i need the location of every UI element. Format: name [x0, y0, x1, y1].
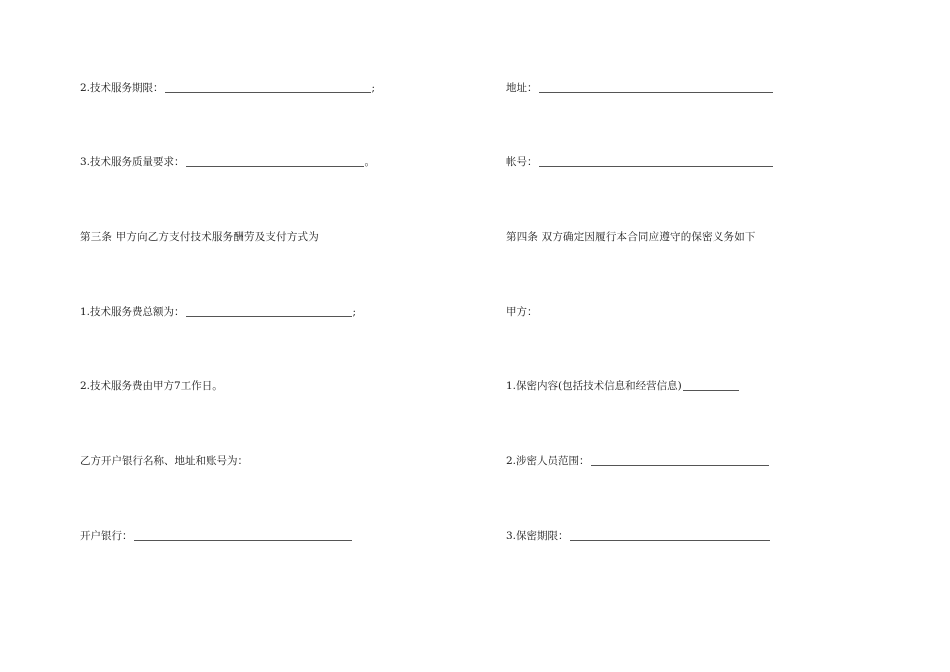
service-period-row: [80, 81, 375, 95]
personnel-scope-row: [506, 454, 770, 468]
service-quality-row: [80, 155, 375, 169]
bank-row: [80, 529, 353, 543]
fee-total-suffix: ;: [352, 306, 357, 318]
fee-total-row: [80, 305, 356, 319]
fee-payment-text: 2.技术服务费由甲方7工作日。: [80, 380, 223, 392]
fee-total-blank[interactable]: [186, 306, 352, 317]
service-period-label: 2.技术服务期限：: [80, 82, 164, 94]
left-column: [80, 0, 500, 672]
service-period-blank[interactable]: [165, 82, 371, 93]
confidential-content-row: [506, 379, 740, 393]
party-a-label: 甲方：: [506, 306, 538, 318]
article-three-title: 第三条 甲方向乙方支付技术服务酬劳及支付方式为: [80, 231, 319, 243]
address-blank[interactable]: [539, 82, 773, 93]
account-blank[interactable]: [539, 156, 773, 167]
service-quality-blank[interactable]: [186, 156, 364, 167]
confidential-period-row: [506, 529, 771, 543]
bank-info-heading: 乙方开户银行名称、地址和账号为：: [80, 455, 248, 467]
account-label: 帐号：: [506, 156, 538, 168]
service-quality-suffix: 。: [364, 156, 376, 168]
article-four-title: 第四条 双方确定因履行本合同应遵守的保密义务如下: [506, 231, 756, 243]
confidential-period-label: 3.保密期限：: [506, 530, 569, 542]
confidential-period-blank[interactable]: [570, 530, 770, 541]
address-row: [506, 81, 774, 95]
service-period-suffix: ;: [371, 82, 376, 94]
service-quality-label: 3.技术服务质量要求：: [80, 156, 185, 168]
bank-label: 开户银行：: [80, 530, 133, 542]
right-column: [506, 0, 926, 672]
bank-blank[interactable]: [134, 530, 352, 541]
confidential-content-label: 1.保密内容(包括技术信息和经营信息): [506, 380, 682, 392]
personnel-scope-label: 2.涉密人员范围：: [506, 455, 590, 467]
confidential-content-blank[interactable]: [683, 380, 739, 391]
fee-total-label: 1.技术服务费总额为：: [80, 306, 185, 318]
address-label: 地址：: [506, 82, 538, 94]
account-row: [506, 155, 774, 169]
personnel-scope-blank[interactable]: [591, 455, 769, 466]
